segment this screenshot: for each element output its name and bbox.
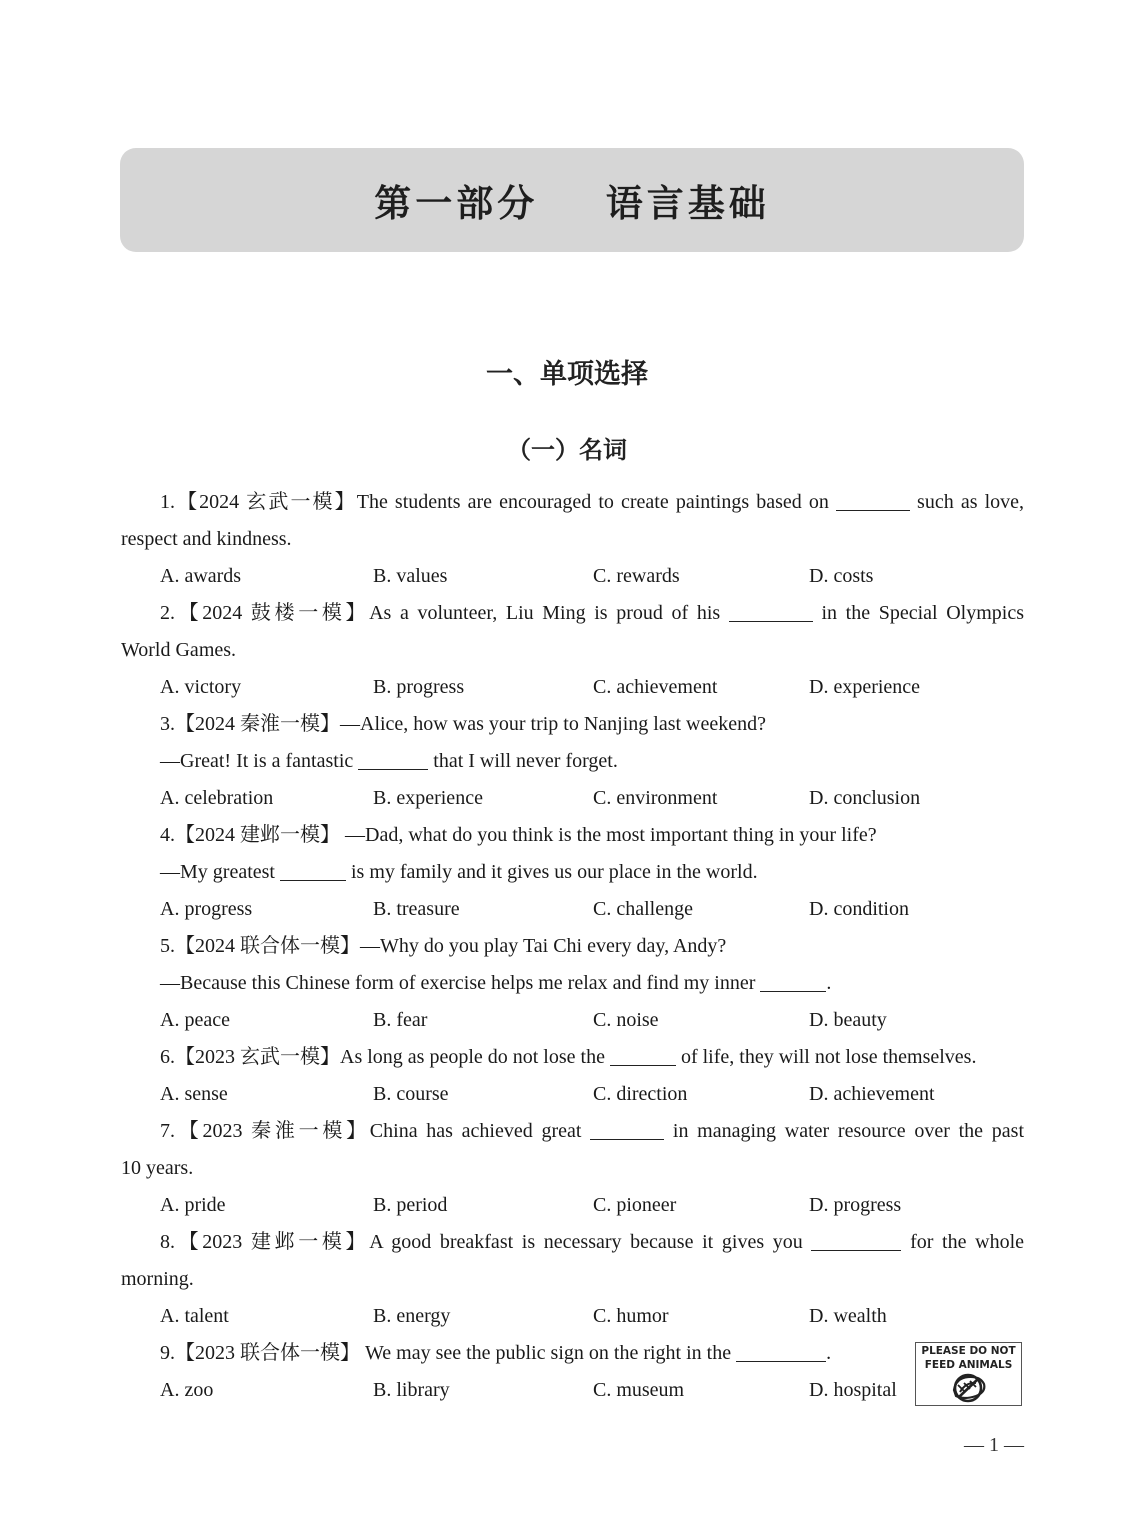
no-feeding-icon [946, 1370, 992, 1404]
option-b[interactable]: B. period [373, 1194, 448, 1216]
answer-blank [358, 747, 428, 770]
option-c[interactable]: C. rewards [593, 565, 680, 587]
answer-blank [760, 969, 826, 992]
question-8: 8.【2023 建邺一模】A good breakfast is necessary because it gives you for the whole [121, 1224, 1024, 1261]
option-b[interactable]: B. treasure [373, 898, 460, 920]
option-d[interactable]: D. conclusion [809, 787, 921, 809]
question-4-reply: —My greatest is my family and it gives us our place in the world. [121, 854, 1024, 891]
option-b[interactable]: B. energy [373, 1305, 451, 1327]
option-b[interactable]: B. library [373, 1379, 450, 1401]
option-d[interactable]: D. condition [809, 898, 909, 920]
option-a[interactable]: A. talent [160, 1305, 229, 1327]
page-number: — 1 — [964, 1434, 1024, 1456]
answer-blank [280, 858, 346, 881]
option-d[interactable]: D. progress [809, 1194, 902, 1216]
question-6: 6.【2023 玄武一模】As long as people do not lose the of life, they will not lose themselves. [121, 1039, 1024, 1076]
question-2-continued: World Games. [121, 639, 237, 661]
option-a[interactable]: A. sense [160, 1083, 228, 1105]
option-a[interactable]: A. zoo [160, 1379, 214, 1401]
answer-blank [610, 1043, 676, 1066]
question-3-reply: —Great! It is a fantastic that I will never forget. [121, 743, 1024, 780]
option-a[interactable]: A. progress [160, 898, 253, 920]
answer-blank [590, 1117, 664, 1140]
question-5-reply: —Because this Chinese form of exercise helps me relax and find my inner . [121, 965, 1024, 1002]
option-d[interactable]: D. experience [809, 676, 921, 698]
option-c[interactable]: C. achievement [593, 676, 718, 698]
option-d[interactable]: D. wealth [809, 1305, 887, 1327]
option-a[interactable]: A. celebration [160, 787, 274, 809]
option-b[interactable]: B. fear [373, 1009, 428, 1031]
question-7-options [121, 1187, 1024, 1224]
question-2: 2.【2024 鼓楼一模】As a volunteer, Liu Ming is proud of his in the Special Olympics [121, 595, 1024, 632]
sign-text-line2: FEED ANIMALS [924, 1359, 1013, 1371]
option-c[interactable]: C. challenge [593, 898, 693, 920]
public-sign-image [915, 1342, 1022, 1406]
question-7: 7.【2023 秦淮一模】China has achieved great in managing water resource over the past [121, 1113, 1024, 1150]
option-d[interactable]: D. costs [809, 565, 874, 587]
question-8-options [121, 1298, 1024, 1335]
option-c[interactable]: C. humor [593, 1305, 669, 1327]
subsection-title: （一）名词 [507, 436, 627, 464]
option-c[interactable]: C. pioneer [593, 1194, 677, 1216]
option-c[interactable]: C. direction [593, 1083, 688, 1105]
option-b[interactable]: B. progress [373, 676, 465, 698]
question-5-options [121, 1002, 1024, 1039]
answer-blank [729, 599, 813, 622]
answer-blank [836, 488, 910, 511]
option-d[interactable]: D. hospital [809, 1379, 897, 1401]
option-d[interactable]: D. beauty [809, 1009, 887, 1031]
question-1: 1.【2024 玄武一模】The students are encouraged to create paintings based on such as love, [121, 484, 1024, 521]
question-2-options [121, 669, 1024, 706]
option-d[interactable]: D. achievement [809, 1083, 935, 1105]
option-c[interactable]: C. environment [593, 787, 718, 809]
question-5: 5.【2024 联合体一模】—Why do you play Tai Chi every day, Andy? [160, 935, 727, 957]
option-a[interactable]: A. victory [160, 676, 242, 698]
option-b[interactable]: B. course [373, 1083, 449, 1105]
sign-text-line1: PLEASE DO NOT [921, 1345, 1016, 1357]
question-9-options [121, 1372, 1024, 1409]
part-title: 第一部分 语言基础 [374, 182, 770, 225]
question-7-continued: 10 years. [121, 1157, 194, 1179]
question-8-continued: morning. [121, 1268, 194, 1290]
part-banner [120, 148, 1024, 252]
answer-blank [811, 1228, 901, 1251]
question-1-continued: respect and kindness. [121, 528, 292, 550]
answer-blank [736, 1339, 826, 1362]
question-4: 4.【2024 建邺一模】 —Dad, what do you think is the most important thing in your life? [160, 824, 877, 846]
question-9: 9.【2023 联合体一模】 We may see the public sign on the right in the . [121, 1335, 1024, 1372]
question-4-options [121, 891, 1024, 928]
option-a[interactable]: A. awards [160, 565, 242, 587]
option-a[interactable]: A. pride [160, 1194, 226, 1216]
option-b[interactable]: B. values [373, 565, 448, 587]
question-3-options [121, 780, 1024, 817]
section-title: 一、单项选择 [486, 359, 648, 390]
question-6-options [121, 1076, 1024, 1113]
question-list [121, 484, 1024, 1409]
option-c[interactable]: C. noise [593, 1009, 659, 1031]
question-1-options [121, 558, 1024, 595]
option-b[interactable]: B. experience [373, 787, 483, 809]
question-3: 3.【2024 秦淮一模】—Alice, how was your trip to Nanjing last weekend? [160, 713, 767, 735]
option-c[interactable]: C. museum [593, 1379, 685, 1401]
option-a[interactable]: A. peace [160, 1009, 230, 1031]
